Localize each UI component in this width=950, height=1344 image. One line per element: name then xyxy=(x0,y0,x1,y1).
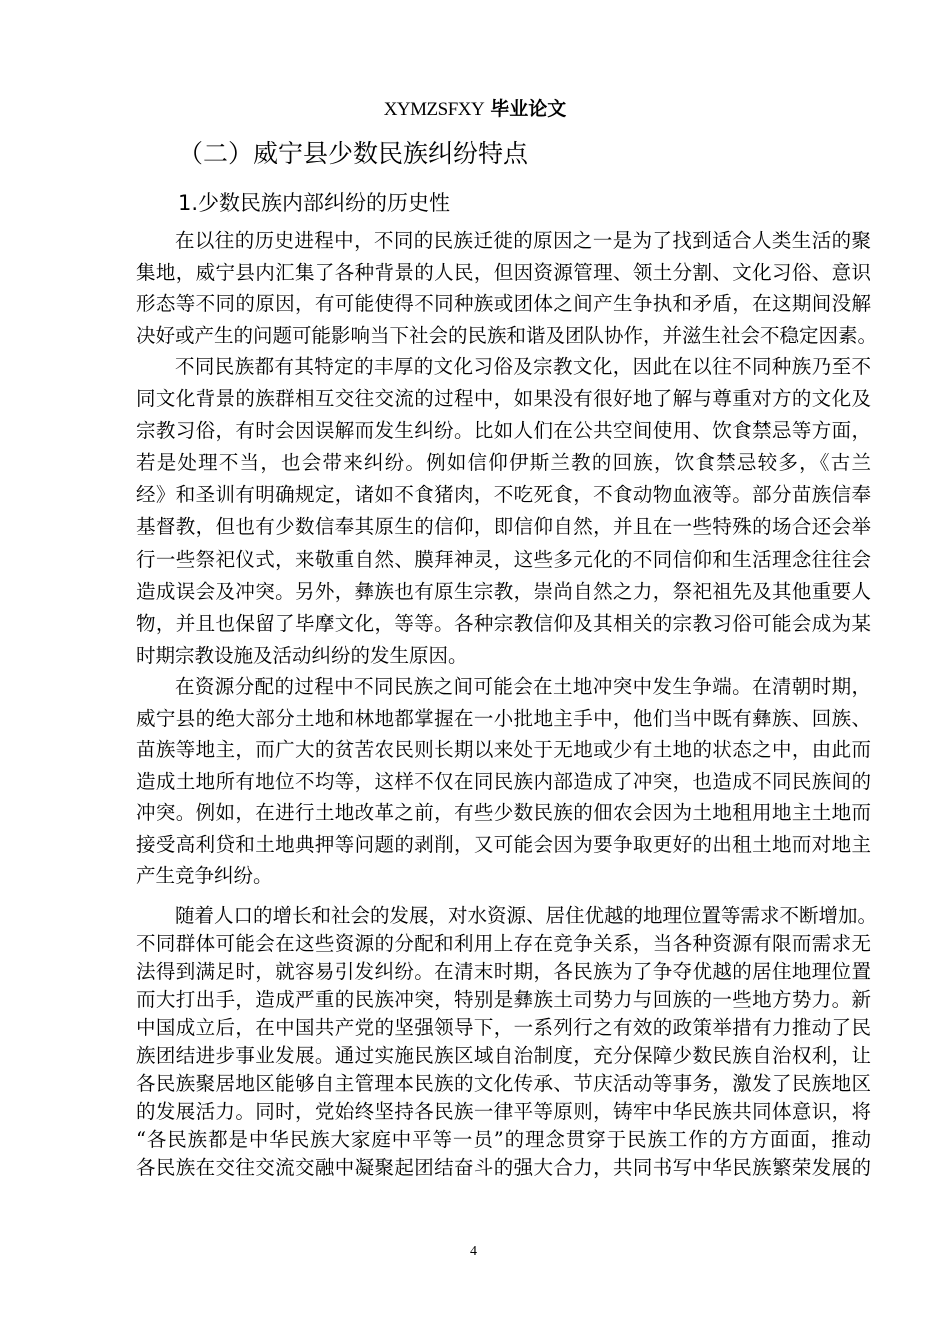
text-line: 各民族在交往交流交融中凝聚起团结奋斗的强大合力，共同书写中华民族繁荣发展的 xyxy=(136,1156,871,1179)
text-line: 在以往的历史进程中，不同的民族迁徙的原因之一是为了找到适合人类生活的聚 xyxy=(175,229,871,252)
text-line: 产生竞争纠纷。 xyxy=(136,864,273,887)
text-line: “各民族都是中华民族大家庭中平等一员”的理念贯穿于民族工作的方方面面，推动 xyxy=(136,1128,871,1151)
paragraph xyxy=(136,351,871,672)
text-line: 不同群体可能会在这些资源的分配和利用上存在竞争关系，当各种资源有限而需求无 xyxy=(136,932,871,955)
text-line: 经》和圣训有明确规定，诸如不食猪肉，不吃死食，不食动物血液等。部分苗族信奉 xyxy=(136,483,871,507)
text-line: 法得到满足时，就容易引发纠纷。在清末时期，各民族为了争夺优越的居住地理位置 xyxy=(136,960,871,983)
text-line: 形态等不同的原因，有可能使得不同种族或团体之间产生争执和矛盾，在这期间没解 xyxy=(136,292,871,315)
paragraph xyxy=(136,671,871,892)
page-header xyxy=(0,94,950,121)
page-number: 4 xyxy=(470,1244,477,1259)
text-line: 集地，威宁县内汇集了各种背景的人民，但因资源管理、领土分割、文化习俗、意识 xyxy=(136,260,871,284)
text-line: 苗族等地主，而广大的贫苦农民则长期以来处于无地或少有土地的状态之中，由此而 xyxy=(136,738,871,761)
text-line: 冲突。例如，在进行土地改革之前，有些少数民族的佃农会因为土地租用地主土地而 xyxy=(136,801,871,824)
section-heading: （二）威宁县少数民族纠纷特点 xyxy=(178,139,529,168)
text-line: 决好或产生的问题可能影响当下社会的民族和谐及团队协作，并滋生社会不稳定因素。 xyxy=(136,323,878,347)
text-line: 而大打出手，造成严重的民族冲突，特别是彝族土司势力与回族的一些地方势力。新 xyxy=(136,988,871,1011)
paragraph xyxy=(136,225,878,351)
header-title: 毕业论文 xyxy=(490,98,567,120)
text-line: 接受高利贷和土地典押等问题的剥削，又可能会因为要争取更好的出租土地而对地主 xyxy=(136,832,871,856)
text-line: 同文化背景的族群相互交往交流的过程中，如果没有很好地了解与尊重对方的文化及 xyxy=(136,387,871,411)
paragraph xyxy=(136,902,878,1182)
text-line: 各民族聚居地区能够自主管理本民族的文化传承、节庆活动等事务，激发了民族地区 xyxy=(136,1072,871,1095)
text-line: 随着人口的增长和社会的发展，对水资源、居住优越的地理位置等需求不断增加。 xyxy=(175,904,878,927)
text-line: 若是处理不当，也会带来纠纷。例如信仰伊斯兰教的回族，饮食禁忌较多，《古兰 xyxy=(136,451,871,475)
text-line: 中国成立后，在中国共产党的坚强领导下，一系列行之有效的政策举措有力推动了民 xyxy=(136,1016,871,1039)
text-line: 不同民族都有其特定的丰厚的文化习俗及宗教文化，因此在以往不同种族乃至不 xyxy=(175,355,871,378)
text-line: 行一些祭祀仪式，来敬重自然、膜拜神灵，这些多元化的不同信仰和生活理念往往会 xyxy=(136,547,871,571)
text-line: 基督教，但也有少数信奉其原生的信仰，即信仰自然，并且在一些特殊的场合还会举 xyxy=(136,515,871,539)
text-line: 宗教习俗，有时会因误解而发生纠纷。比如人们在公共空间使用、饮食禁忌等方面， xyxy=(136,419,871,443)
text-line: 在资源分配的过程中不同民族之间可能会在土地冲突中发生争端。在清朝时期， xyxy=(175,675,871,698)
subsection-heading: 1.少数民族内部纠纷的历史性 xyxy=(178,191,451,215)
text-line: 的发展活力。同时，党始终坚持各民族一律平等原则，铸牢中华民族共同体意识，将 xyxy=(136,1100,871,1123)
text-line: 造成土地所有地位不均等，这样不仅在同民族内部造成了冲突，也造成不同民族间的 xyxy=(136,769,871,793)
text-line: 造成误会及冲突。另外，彝族也有原生宗教，崇尚自然之力，祭祀祖先及其他重要人 xyxy=(136,579,871,603)
text-line: 时期宗教设施及活动纠纷的发生原因。 xyxy=(136,643,468,667)
header-latin: XYMZSFXY xyxy=(383,99,485,120)
text-line: 族团结进步事业发展。通过实施民族区域自治制度，充分保障少数民族自治权利，让 xyxy=(136,1044,871,1067)
text-line: 威宁县的绝大部分土地和林地都掌握在一小批地主手中，他们当中既有彝族、回族、 xyxy=(136,706,871,730)
text-line: 物，并且也保留了毕摩文化，等等。各种宗教信仰及其相关的宗教习俗可能会成为某 xyxy=(136,611,871,635)
